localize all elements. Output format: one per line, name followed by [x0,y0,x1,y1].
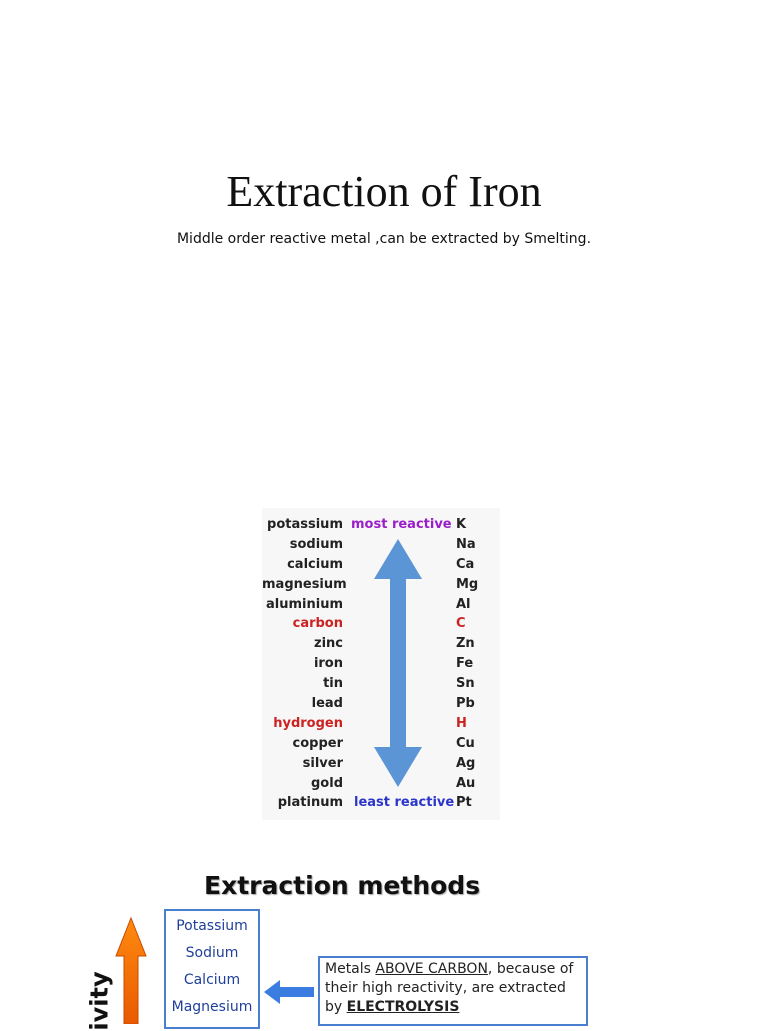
electrolysis-note-box [318,956,588,1026]
element-symbol: K [456,517,467,532]
extraction-methods-title: Extraction methods [204,871,481,900]
metal-name: tin [323,676,343,692]
note-above-carbon: ABOVE CARBON [375,961,488,977]
double-arrow-icon [370,535,426,791]
element-symbol: Fe [456,656,474,672]
element-symbol: Ca [456,556,475,572]
element-symbol: Mg [456,576,479,592]
element-symbols-column [456,515,496,813]
most-reactive-label: most reactive [351,517,452,532]
metal-name: iron [313,656,343,672]
metal-item: Potassium [176,918,248,934]
metal-names-column [262,515,347,813]
electrolysis-metals-box [164,909,260,1029]
element-symbol: Na [456,536,476,552]
element-symbol: Sn [456,676,475,692]
metal-name: lead [311,696,343,712]
element-symbol: Pb [456,696,475,712]
metal-name: sodium [289,536,343,552]
element-symbol: Zn [456,636,475,652]
least-reactive-label: least reactive [354,795,455,810]
metal-name: platinum [277,795,343,811]
metal-item: Magnesium [171,999,253,1015]
page-subtitle: Middle order reactive metal ,can be extracted by Smelting. [176,231,592,247]
element-symbol: Cu [456,735,475,751]
metal-name: gold [311,775,343,791]
metal-name: potassium [267,517,343,532]
element-symbol: Al [456,596,471,612]
metal-item: Calcium [183,972,241,988]
element-symbol: Ag [456,755,476,771]
metal-name: aluminium [266,596,343,612]
page-title: Extraction of Iron [226,167,542,216]
note-electrolysis: ELECTROLYSIS [346,999,460,1015]
element-symbol-carbon: C [456,616,466,632]
metal-name: magnesium [262,576,347,592]
metal-name-carbon: carbon [292,616,343,632]
element-symbol-hydrogen: H [456,715,467,731]
metal-name: zinc [314,636,343,652]
reactivity-side-label [84,971,114,1031]
metal-name-hydrogen: hydrogen [273,715,343,731]
metal-name: silver [302,755,343,771]
element-symbol: Au [456,775,476,791]
up-arrow-icon [114,916,148,1024]
left-arrow-icon [262,978,316,1006]
metal-item: Sodium [185,945,239,961]
note-text: , because of their high reactivity, are extracted by [325,961,574,1015]
metal-name: copper [292,735,343,751]
reactivity-side-label-text: ivity [85,971,114,1031]
note-text: Metals [325,961,376,977]
element-symbol: Pt [456,795,472,811]
metal-name: calcium [287,556,343,572]
